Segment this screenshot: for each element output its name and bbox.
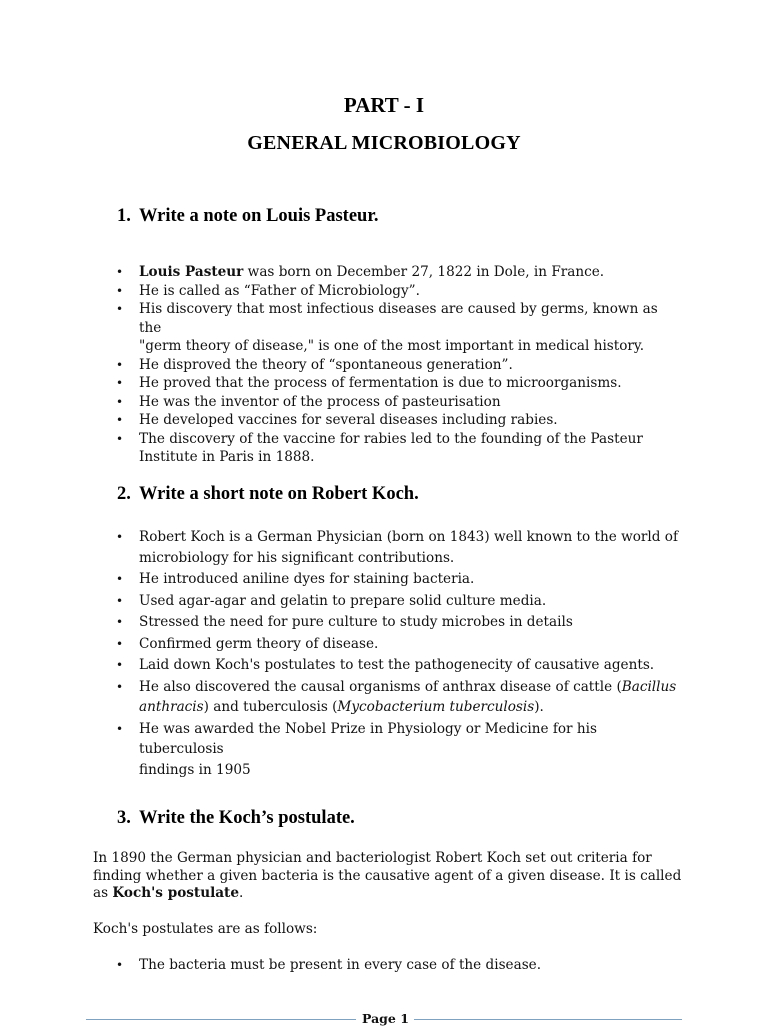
pasteur-bullet-list: [0, 263, 679, 467]
list-item: [0, 591, 679, 612]
bullet-icon: •: [116, 376, 124, 390]
koch-bullet-list: [0, 527, 679, 781]
list-item: [0, 411, 679, 430]
list-item: [0, 374, 679, 393]
list-item: [0, 356, 679, 375]
list-item: [0, 956, 679, 975]
list-item-text: He disproved the theory of “spontaneous generation”.: [139, 356, 513, 373]
list-item-text: ).: [534, 699, 544, 715]
paragraph-text: In 1890 the German physician and bacteriologist Robert Koch set out criteria for: [93, 850, 652, 866]
paragraph-text: .: [239, 885, 244, 901]
list-item: [0, 430, 679, 467]
bold-term: Koch's postulate: [112, 885, 239, 901]
list-item-text: was born on December 27, 1822 in Dole, in France.: [243, 264, 605, 280]
list-item-text: He is called as “Father of Microbiology”.: [139, 282, 420, 299]
list-item-text: Confirmed germ theory of disease.: [139, 635, 379, 652]
bullet-icon: •: [116, 530, 124, 544]
bullet-icon: •: [116, 283, 124, 298]
question-2-heading: [117, 484, 419, 505]
bullet-icon: •: [116, 265, 124, 279]
list-item-text: findings in 1905: [139, 761, 251, 778]
koch-postulate-paragraph: [93, 850, 693, 903]
bullet-icon: •: [116, 357, 124, 372]
list-item-text: He proved that the process of fermentation is due to microorganisms.: [139, 375, 622, 391]
list-item-text: Institute in Paris in 1888.: [139, 449, 315, 465]
list-item: [0, 282, 679, 301]
part-title: PART - I: [343, 93, 425, 117]
list-item: [0, 393, 679, 412]
bullet-icon: •: [116, 394, 124, 409]
bullet-icon: •: [116, 721, 124, 736]
list-item: [0, 677, 679, 718]
list-item-text: His discovery that most infectious diseases are caused by germs, known as the: [139, 301, 658, 336]
list-item-text: The discovery of the vaccine for rabies led to the founding of the Pasteur: [139, 430, 643, 447]
list-item-text: He introduced aniline dyes for staining bacteria.: [139, 571, 475, 587]
subject-title: GENERAL MICROBIOLOGY: [247, 132, 521, 154]
list-item-text: The bacteria must be present in every case of the disease.: [139, 957, 542, 973]
list-item-text: He developed vaccines for several diseases including rabies.: [139, 412, 558, 428]
italic-species-name: anthracis: [139, 699, 204, 715]
list-item: [0, 527, 679, 568]
bullet-icon: •: [116, 658, 124, 672]
bold-name: Louis Pasteur: [139, 264, 244, 280]
bullet-icon: •: [116, 636, 124, 651]
bullet-icon: •: [116, 302, 124, 316]
bullet-icon: •: [116, 615, 124, 629]
bullet-icon: •: [116, 572, 124, 586]
bullet-icon: •: [116, 431, 124, 446]
list-item-text: "germ theory of disease," is one of the most important in medical history.: [139, 338, 645, 354]
list-item-text: He also discovered the causal organisms of anthrax disease of cattle (: [139, 678, 622, 695]
list-item: [0, 612, 679, 633]
bullet-icon: •: [116, 593, 124, 608]
list-item-text: Used agar-agar and gelatin to prepare solid culture media.: [139, 592, 547, 609]
bullet-icon: •: [116, 958, 124, 972]
footer-rule-left: [86, 1019, 356, 1020]
list-item-text: Robert Koch is a German Physician (born on 1843) well known to the world of: [139, 529, 678, 545]
question-text: Write the Koch’s postulate.: [139, 808, 355, 828]
list-item-text: He was awarded the Nobel Prize in Physiology or Medicine for his tuberculosis: [139, 720, 597, 757]
question-3-heading: [117, 808, 355, 829]
italic-species-name: Bacillus: [621, 678, 677, 695]
question-text: Write a short note on Robert Koch.: [139, 484, 419, 504]
question-number: 1.: [117, 206, 131, 226]
list-item: [0, 719, 679, 781]
list-item-text: microbiology for his significant contributions.: [139, 549, 455, 566]
bullet-icon: •: [116, 679, 124, 694]
list-item-text: Laid down Koch's postulates to test the pathogenecity of causative agents.: [139, 657, 655, 673]
paragraph-text: as: [93, 885, 113, 901]
postulates-intro: Koch's postulates are as follows:: [93, 921, 318, 937]
list-item-text: Stressed the need for pure culture to study microbes in details: [139, 614, 573, 630]
footer-rule-right: [414, 1019, 682, 1020]
list-item: [0, 263, 679, 282]
list-item: [0, 569, 679, 590]
list-item: [0, 300, 679, 356]
question-1-heading: [117, 206, 378, 227]
paragraph-text: finding whether a given bacteria is the causative agent of a given disease. It is called: [93, 867, 682, 884]
list-item-text: He was the inventor of the process of pasteurisation: [139, 393, 501, 410]
page-number: Page 1: [362, 1011, 409, 1026]
bullet-icon: •: [116, 413, 124, 427]
question-number: 3.: [117, 808, 131, 828]
italic-species-name: Mycobacterium tuberculosis: [337, 699, 535, 715]
question-text: Write a note on Louis Pasteur.: [139, 206, 379, 226]
postulate-bullet-list: [0, 956, 679, 975]
question-number: 2.: [117, 484, 131, 504]
list-item: [0, 655, 679, 676]
list-item: [0, 634, 679, 655]
list-item-text: ) and tuberculosis (: [203, 699, 338, 715]
